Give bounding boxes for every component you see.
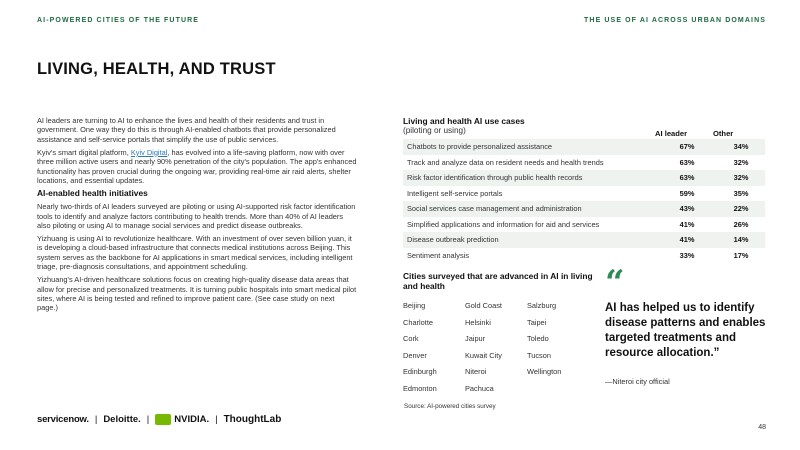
paragraph-kyiv-pre: Kyiv's smart digital platform,	[37, 147, 131, 157]
page-title: LIVING, HEALTH, AND TRUST	[37, 60, 276, 78]
thoughtlab-logo: ThoughtLab	[223, 414, 282, 425]
city-name: Helsinki	[465, 317, 491, 327]
running-header-right: THE USE OF AI ACROSS URBAN DOMAINS	[584, 17, 766, 24]
row-ai-leader-value: 67%	[679, 142, 695, 152]
table-row	[403, 186, 765, 202]
nvidia-wordmark: NVIDIA.	[174, 414, 210, 425]
row-ai-leader-value: 63%	[679, 157, 695, 167]
paragraph-yizhuang: Yizhuang is using AI to revolutionize healthcare. With an investment of over seven billion yuan, it is developing a cloud-based infrastructure that connects medical institutions across Beijing. This system serves as the backbone for AI applications in smart medical services, including intelligent triage, pre-diagnosis consultations, and appointment scheduling.	[37, 233, 353, 272]
partner-logos	[37, 414, 281, 425]
paragraph-kyiv	[37, 148, 357, 186]
cities-title: Cities surveyed that are advanced in AI in living and health	[403, 271, 593, 291]
paragraph-intro: AI leaders are turning to AI to enhance the lives and health of their residents and trust in government. One way they do this is through AI-enabled chatbots that provide personalized assistance and self-service portals that simplify the use of public services.	[37, 116, 336, 144]
deloitte-logo: Deloitte.	[103, 414, 141, 425]
quote-attribution: —Niteroi city official	[605, 377, 670, 386]
paragraph-kyiv-post: , has evolved into a life-saving platform, now with over three million active users and nearly 90% penetration of the city's population. The app's enhanced functionality has proven crucial during the ongoing war, providing real-time air raid alerts, shelter locations, and essential updates.	[37, 147, 357, 185]
row-other-value: 32%	[733, 157, 749, 167]
section-subhead: AI-enabled health initiatives	[37, 187, 148, 198]
nvidia-eye-icon	[155, 414, 171, 425]
row-ai-leader-value: 59%	[679, 188, 695, 198]
row-ai-leader-value: 41%	[679, 219, 695, 229]
column-header-ai-leader: AI leader	[655, 129, 688, 138]
row-ai-leader-value: 41%	[679, 235, 695, 245]
row-label: Disease outbreak prediction	[407, 235, 499, 245]
cities-panel	[403, 271, 593, 393]
nvidia-logo	[155, 414, 209, 425]
city-name: Denver	[403, 350, 427, 360]
use-cases-table	[403, 116, 765, 263]
paragraph-health: Nearly two-thirds of AI leaders surveyed are piloting or using AI-supported risk factor identification tools to identify and analyze factors contributing to health trends. More than 40% of AI leaders also piloting or using AI to manage social services and predict disease outbreaks.	[37, 202, 356, 231]
running-header-left: AI-POWERED CITIES OF THE FUTURE	[37, 17, 200, 24]
city-name: Taipei	[527, 317, 547, 327]
city-name: Edinburgh	[403, 367, 437, 376]
city-name: Jaipur	[465, 334, 486, 343]
row-label: Simplified applications and information for aid and services	[407, 219, 600, 229]
table-row	[403, 139, 765, 155]
row-other-value: 17%	[733, 250, 749, 260]
city-name: Charlotte	[403, 317, 433, 327]
table-title: Living and health AI use cases	[403, 116, 525, 126]
table-row	[403, 155, 765, 171]
city-name: Edmonton	[403, 383, 437, 393]
table-row	[403, 217, 765, 233]
table-row	[403, 201, 765, 217]
source-note: Source: AI-powered cities survey	[404, 403, 496, 410]
row-ai-leader-value: 63%	[679, 173, 695, 183]
logo-divider: |	[146, 414, 150, 425]
paragraph-yizhuang-2: Yizhuang's AI-driven healthcare solutions focus on creating high-quality disease data areas that allow for precise and personalized treatments. It is turning public hospitals into smart medical pilot sites, where AI is being tested and refined to improve patient care. (See case study on next page.)	[37, 275, 357, 313]
row-label: Chatbots to provide personalized assistance	[407, 142, 553, 152]
row-ai-leader-value: 33%	[679, 250, 695, 260]
logo-divider: |	[215, 414, 218, 425]
city-name: Toledo	[527, 334, 549, 343]
logo-divider: |	[94, 414, 98, 425]
pull-quote: AI has helped us to identify disease patterns and enables targeted treatments and resource allocation.”	[605, 302, 766, 359]
city-name: Beijing	[403, 301, 426, 310]
city-name: Salzburg	[527, 301, 557, 310]
city-name: Wellington	[527, 367, 562, 376]
column-header-other: Other	[713, 129, 734, 138]
row-label: Track and analyze data on resident needs and health trends	[407, 157, 604, 167]
page-number: 48	[758, 424, 766, 431]
row-other-value: 26%	[733, 219, 749, 229]
row-other-value: 34%	[733, 142, 749, 152]
quote-mark-icon: “	[605, 263, 625, 303]
row-other-value: 22%	[733, 204, 749, 214]
kyiv-digital-link[interactable]: Kyiv Digital	[130, 147, 168, 157]
city-name: Niteroi	[465, 367, 487, 376]
city-name: Gold Coast	[465, 301, 502, 310]
row-label: Risk factor identification through public health records	[407, 173, 583, 183]
cities-grid	[403, 301, 593, 393]
row-ai-leader-value: 43%	[679, 204, 695, 214]
row-other-value: 35%	[733, 188, 749, 198]
row-other-value: 32%	[733, 173, 749, 183]
row-other-value: 14%	[733, 235, 749, 245]
city-name: Pachuca	[465, 383, 494, 393]
table-row	[403, 248, 765, 264]
table-subtitle: (piloting or using)	[403, 126, 466, 135]
row-label: Intelligent self-service portals	[407, 188, 503, 198]
city-name: Kuwait City	[465, 350, 502, 360]
row-label: Sentiment analysis	[407, 250, 470, 260]
table-row	[403, 170, 765, 186]
body-text	[37, 116, 357, 316]
city-name: Tucson	[527, 350, 551, 360]
row-label: Social services case management and administration	[407, 204, 582, 214]
city-name: Cork	[403, 334, 419, 343]
table-rows	[403, 139, 765, 263]
servicenow-logo: servicenow.	[37, 414, 89, 425]
table-row	[403, 232, 765, 248]
